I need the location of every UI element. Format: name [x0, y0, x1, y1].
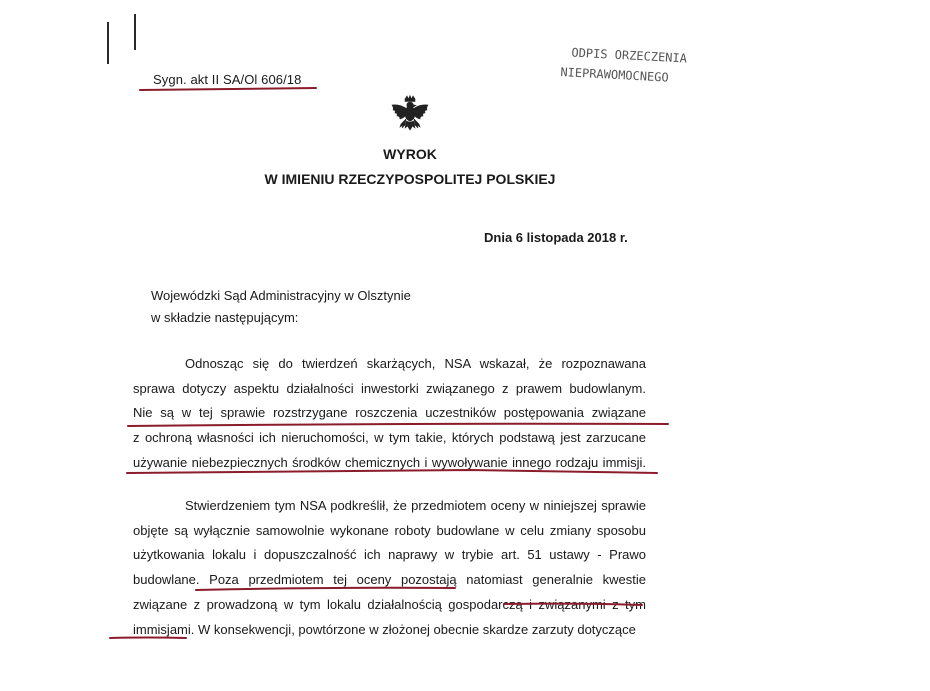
paragraph-line: sprawa dotyczy aspektu działalności inwestorki związanego z prawem budowlanym.: [133, 380, 646, 396]
court-composition: [151, 285, 411, 329]
court-name: Wojewódzki Sąd Administracyjny w Olsztynie: [151, 288, 411, 303]
paragraph-1: [133, 352, 646, 476]
stamp-line-2: NIEPRAWOMOCNEGO: [560, 64, 670, 85]
paragraph-line: immisjami. W konsekwencji, powtórzone w złożonej obecnie skardze zarzuty dotyczące: [133, 621, 636, 637]
underline-mark: [140, 88, 316, 90]
paragraph-line: z ochroną własności ich nieruchomości, w tym takie, których podstawą jest zarzucane: [133, 430, 646, 446]
paragraph-2: [133, 494, 646, 642]
copy-stamp: [560, 42, 712, 90]
court-composition-label: w składzie następującym:: [151, 310, 299, 325]
scan-artifact-mark: [134, 14, 136, 50]
paragraph-line: użytkowania lokalu i dopuszczalność ich naprawy w trybie art. 51 ustawy - Prawo: [133, 547, 646, 563]
judgment-subtitle: W IMIENIU RZECZYPOSPOLITEJ POLSKIEJ: [264, 171, 556, 187]
paragraph-line: budowlane. Poza przedmiotem tej oceny pozostają natomiast generalnie kwestie: [133, 572, 646, 588]
judgment-title: WYROK: [383, 146, 437, 162]
stamp-line-1: ODPIS ORZECZENIA: [571, 45, 688, 66]
paragraph-line: Stwierdzeniem tym NSA podkreślił, że przedmiotem oceny w niniejszej sprawie: [185, 498, 646, 513]
scan-artifact-mark: [107, 22, 109, 64]
case-signature: Sygn. akt II SA/Ol 606/18: [153, 72, 302, 87]
paragraph-line: Odnosząc się do twierdzeń skarżących, NSA wskazał, że rozpoznawana: [185, 356, 646, 371]
paragraph-line: używanie niebezpiecznych środków chemicznych i wywoływanie innego rodzaju immisji.: [133, 454, 646, 470]
polish-eagle-icon: [388, 95, 432, 139]
paragraph-line: objęte są wyłącznie samowolnie wykonane roboty budowlane w celu zmiany sposobu: [133, 522, 646, 538]
paragraph-line: związane z prowadzoną w tym lokalu działalnością gospodarczą i związanymi z tym: [133, 596, 646, 612]
judgment-date: Dnia 6 listopada 2018 r.: [484, 230, 628, 245]
paragraph-line: Nie są w tej sprawie rozstrzygane roszczenia uczestników postępowania związane: [133, 405, 646, 421]
